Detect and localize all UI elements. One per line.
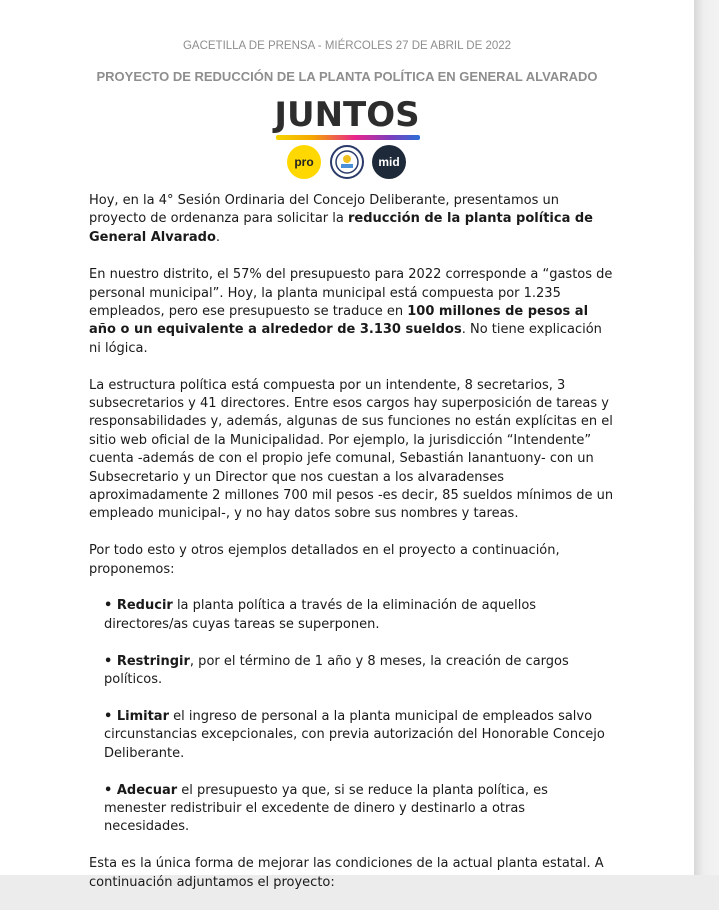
logo-color-bar — [276, 135, 420, 140]
p2-bold: 100 millones de pesos al año o un equivalente a alrededor de 3.130 sueldos — [89, 304, 589, 338]
juntos-logo: JUNTOS — [274, 95, 420, 135]
list-item-verb: Adecuar — [116, 782, 178, 798]
bullet-icon: • — [104, 598, 117, 614]
crest-party-logo — [330, 145, 364, 179]
bullet-icon: • — [104, 653, 117, 669]
paragraph-structure: La estructura política está compuesta por un intendente, 8 secretarios, 3 subsecretarios y 41 directores. Entre esos cargos hay superposición de tareas y responsabilidades y, además, algunas de sus funciones no están explícitas en el sitio web oficial de la Municipalidad. Por ejemplo, la jurisdicción “Intendente” cuenta -además de con el propio jefe comunal, Sebastián Ianantuony- con un Subsecretario y un Director que nos cuestan a los alvaradenses aproximadamente 2 millones 700 mil pesos -es decir, 85 sueldos mínimos de un empleado municipal-, y no hay datos sobre sus nombres y tareas. — [89, 377, 614, 522]
paragraph-proposal: Por todo esto y otros ejemplos detallados en el proyecto a continuación, proponemos: — [89, 543, 560, 577]
list-item-text: el presupuesto ya que, si se reduce la planta política, es menester redistribuir el excedente de dinero y destinarlo a otras necesidades. — [104, 782, 548, 835]
bullet-icon: • — [104, 782, 117, 798]
mid-logo-label: mid — [378, 155, 400, 169]
crest-icon — [334, 149, 360, 175]
p2-text: En nuestro distrito, el 57% del presupuesto para 2022 corresponde a “gastos de personal municipal”. Hoy, la planta municipal está compuesta por 1.235 empleados, pero ese presupuesto se traduce en — [89, 267, 613, 320]
p2-end: . No tiene explicación ni lógica. — [89, 322, 602, 356]
paragraph-closing: Esta es la única forma de mejorar las condiciones de la actual planta estatal. A continuación adjuntamos el proyecto: — [89, 856, 604, 890]
p1-end: . — [215, 229, 221, 245]
list-item-text: la planta política a través de la eliminación de aquellos directores/as cuyas tareas se superponen. — [104, 598, 537, 632]
document-body — [89, 192, 614, 910]
list-item — [104, 653, 614, 690]
list-item — [104, 708, 614, 763]
project-title: PROYECTO DE REDUCCIÓN DE LA PLANTA POLÍTICA EN GENERAL ALVARADO — [96, 69, 598, 84]
list-item — [104, 782, 614, 837]
list-item-verb: Limitar — [116, 708, 169, 724]
paragraph-budget — [89, 266, 614, 358]
list-item-verb: Reducir — [116, 598, 173, 614]
p1-text: Hoy, en la 4° Sesión Ordinaria del Concejo Deliberante, presentamos un proyecto de ordenanza para solicitar la — [89, 193, 559, 227]
list-item-verb: Restringir — [116, 653, 190, 669]
list-item-text: , por el término de 1 año y 8 meses, la creación de cargos políticos. — [104, 653, 569, 688]
pro-logo-label: pro — [294, 155, 314, 169]
bullet-icon: • — [104, 708, 117, 724]
page-edge-shadow — [694, 0, 719, 875]
paragraph-intro — [89, 192, 614, 247]
list-item — [104, 597, 614, 634]
p1-bold: reducción de la planta política de General Alvarado — [89, 211, 594, 245]
list-item-text: el ingreso de personal a la planta municipal de empleados salvo circunstancias excepcionales, con previa autorización del Honorable Concejo Deliberante. — [104, 708, 605, 761]
pro-party-logo — [287, 145, 321, 179]
proposal-list — [104, 597, 614, 836]
press-release-dateline: GACETILLA DE PRENSA - MIÉRCOLES 27 DE ABRIL DE 2022 — [182, 40, 512, 52]
mid-party-logo — [372, 145, 406, 179]
